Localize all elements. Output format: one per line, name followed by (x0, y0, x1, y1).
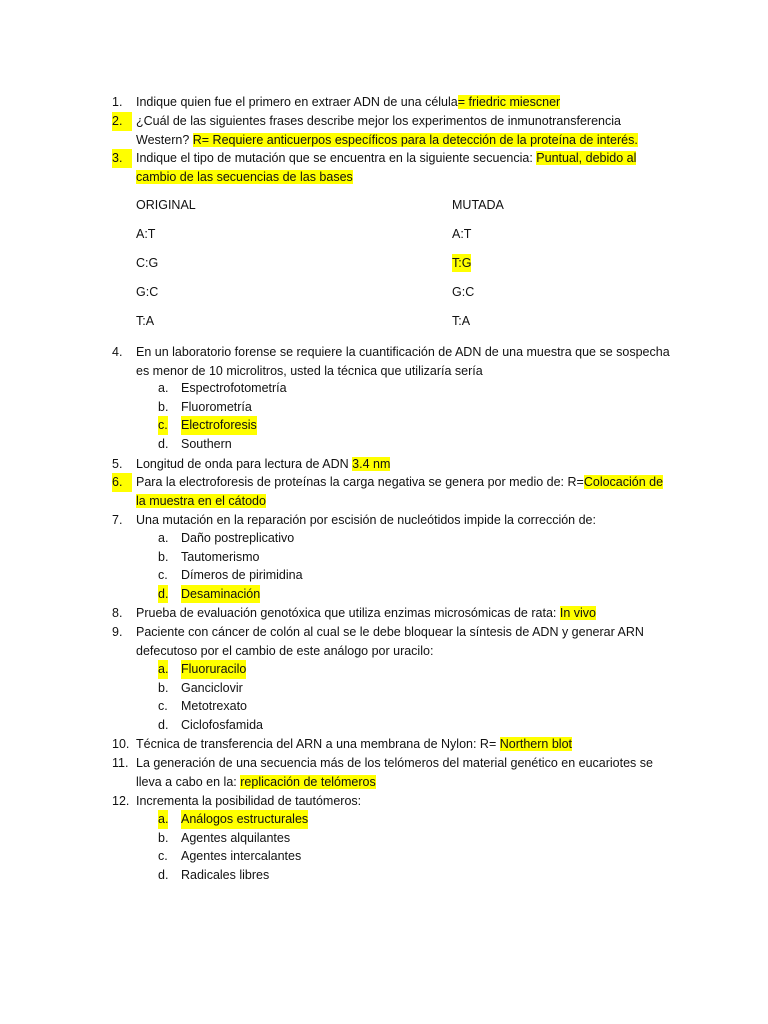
option-a: a. Daño postreplicativo (158, 531, 295, 545)
answer-highlight: Puntual, debido al cambio de las secuencias de las bases (136, 151, 637, 184)
answer-highlight: replicación de telómeros (240, 774, 376, 789)
answer-highlight: = friedric miescner (457, 95, 561, 109)
table-header (0, 196, 768, 225)
column-original: ORIGINAL (136, 198, 196, 212)
option-b: b. Tautomerismo (158, 549, 260, 564)
question-text: Paciente con cáncer de colón al cual se le debe bloquear la síntesis de ADN y generar ARN defecutoso por el cambio de este análogo por uracilo: (136, 625, 644, 658)
table-row (0, 283, 768, 312)
original-pair: C:G (136, 256, 159, 270)
question-text: Indique el tipo de mutación que se encuentra en la siguiente secuencia: Puntual, debido al cambio de las secuencias de las bases (136, 151, 637, 184)
answer-highlight: Colocación de la muestra en el cátodo (136, 475, 664, 508)
option-c: c. Agentes intercalantes (158, 849, 302, 864)
option-a-answer: a. Fluoruracilo (0, 660, 768, 679)
question-text: La generación de una secuencia más de los telómeros del material genético en eucariotes se lleva a cabo en la: replicación de telómeros (136, 756, 653, 789)
original-pair: A:T (136, 227, 156, 241)
table-row (0, 225, 768, 254)
answer-highlight: 3.4 nm (352, 457, 391, 471)
column-mutada: MUTADA (452, 198, 504, 212)
mutated-pair-highlight: T:G (452, 256, 472, 270)
original-pair: G:C (136, 285, 159, 299)
option-d: d. Ciclofosfamida (158, 717, 263, 732)
mutated-pair: T:A (452, 314, 471, 328)
option-a-answer: a. Análogos estructurales (0, 810, 768, 829)
question-number: 1. (112, 95, 123, 109)
question-number: 5. (112, 457, 123, 471)
question-text: Prueba de evaluación genotóxica que utiliza enzimas microsómicas de rata: In vivo (136, 606, 596, 620)
question-text: Técnica de transferencia del ARN a una membrana de Nylon: R= Northern blot (136, 737, 572, 751)
question-number: 2. (112, 112, 132, 131)
option-b: b. Agentes alquilantes (158, 830, 291, 845)
question-number: 4. (112, 345, 123, 359)
question-text: Longitud de onda para lectura de ADN 3.4 nm (136, 457, 391, 471)
option-a: a. Espectrofotometría (158, 381, 287, 395)
sequence-table (0, 196, 768, 341)
mutated-pair: G:C (452, 285, 475, 299)
options-q7 (0, 529, 768, 603)
options-q9 (0, 660, 768, 734)
table-row (0, 254, 768, 283)
question-number: 11. (112, 756, 129, 770)
option-d: d. Radicales libres (158, 867, 270, 882)
question-text: ¿Cuál de las siguientes frases describe mejor los experimentos de inmunotransferencia Western? R= Requiere anticuerpos específicos para la detección de la proteína de interés. (136, 114, 638, 147)
question-text: Para la electroforesis de proteínas la carga negativa se genera por medio de: R=Colocación de la muestra en el cátodo (136, 475, 664, 508)
question-number: 9. (112, 625, 123, 639)
option-d-answer: d. Desaminación (0, 585, 768, 604)
option-b: b. Fluorometría (158, 399, 252, 414)
original-pair: T:A (136, 314, 155, 328)
mutated-pair: A:T (452, 227, 472, 241)
question-number: 3. (112, 149, 132, 168)
option-b: b. Ganciclovir (158, 680, 243, 695)
option-d: d. Southern (158, 436, 232, 451)
question-text: Incrementa la posibilidad de tautómeros: (136, 794, 362, 808)
question-number: 8. (112, 606, 123, 620)
question-number: 7. (112, 513, 123, 527)
answer-highlight: R= Requiere anticuerpos específicos para la detección de la proteína de interés. (192, 132, 638, 147)
question-number: 6. (112, 473, 132, 492)
question-text: Indique quien fue el primero en extraer ADN de una célula= friedric miescner (136, 95, 561, 109)
table-row (0, 312, 768, 341)
answer-highlight: In vivo (559, 606, 596, 620)
question-text: Una mutación en la reparación por escisión de nucleótidos impide la corrección de: (136, 513, 596, 527)
option-c-answer: c. Electroforesis (0, 416, 768, 435)
option-c: c. Dímeros de pirimidina (158, 568, 303, 583)
options-q12 (0, 810, 768, 884)
answer-highlight: Northern blot (499, 737, 572, 751)
question-text: En un laboratorio forense se requiere la cuantificación de ADN de una muestra que se sospecha es menor de 10 microlitros, usted la técnica que utilizaría sería (136, 345, 670, 378)
options-q4 (0, 379, 768, 453)
question-number: 10. (112, 737, 130, 751)
question-number: 12. (112, 794, 130, 808)
option-c: c. Metotrexato (158, 699, 248, 714)
